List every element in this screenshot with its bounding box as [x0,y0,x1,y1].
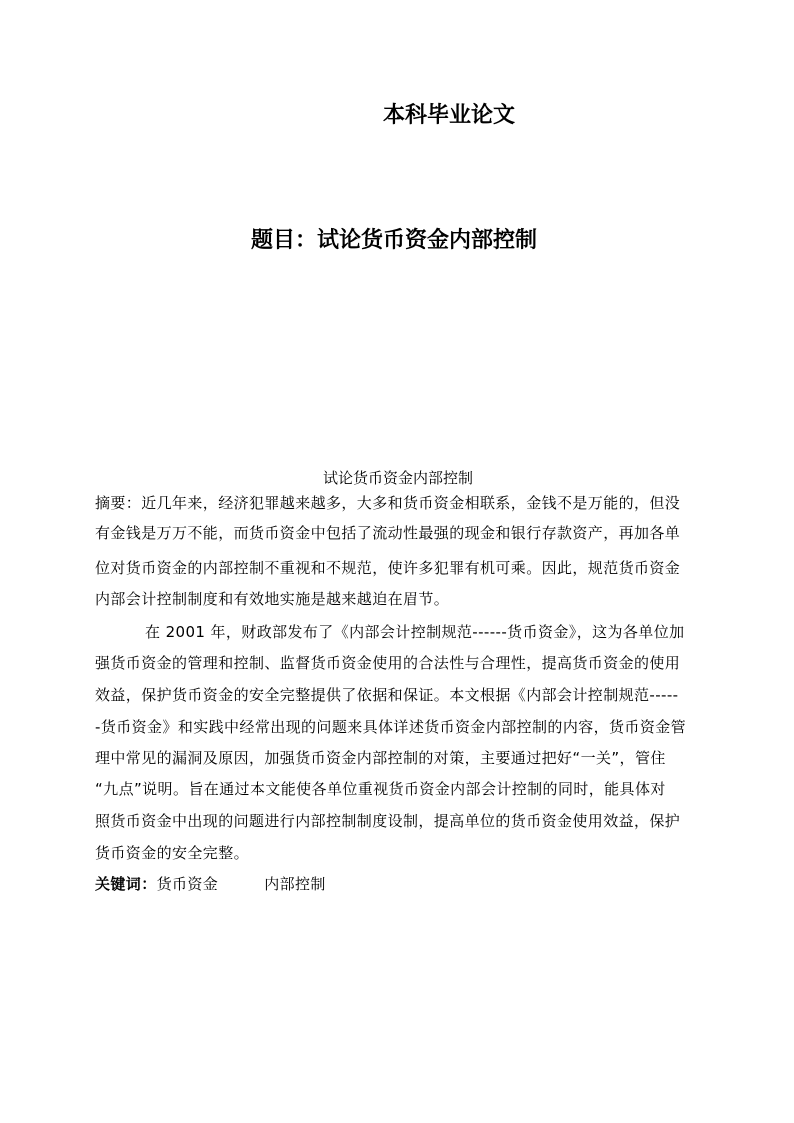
abstract-line: 效益，保护货币资金的安全完整提供了依据和保证。本文根据《内部会计控制规范----- [95,686,679,704]
abstract-line: 摘要：近几年来，经济犯罪越来越多，大多和货币资金相联系，金钱不是万能的，但没 [95,494,681,512]
keywords-line [95,874,326,894]
keyword: 内部控制 [264,875,326,893]
thesis-title: 题目：试论货币资金内部控制 [251,228,538,253]
abstract-line: 货币资金的安全完整。 [95,844,250,862]
abstract-line: 有金钱是万万不能，而货币资金中包括了流动性最强的现金和银行存款资产，再加各单 [95,524,681,542]
abstract-line: 照货币资金中出现的问题进行内部控制制度设制，提高单位的货币资金使用效益，保护 [95,812,681,830]
abstract-line: 理中常见的漏洞及原因，加强货币资金内部控制的对策，主要通过把好“一关”，管住 [95,749,666,767]
abstract-line: 位对货币资金的内部控制不重视和不规范，使许多犯罪有机可乘。因此，规范货币资金 [95,559,681,577]
abstract-line: -货币资金》和实践中经常出现的问题来具体详述货币资金内部控制的内容，货币资金管 [95,718,687,736]
abstract-line: 内部会计控制制度和有效地实施是越来越迫在眉节。 [95,590,450,608]
keyword: 货币资金 [156,875,219,893]
document-type-heading: 本科毕业论文 [383,103,516,128]
abstract-heading: 试论货币资金内部控制 [323,469,474,487]
abstract-line: 强货币资金的管理和控制、监督货币资金使用的合法性与合理性，提高货币资金的使用 [95,654,681,672]
abstract-line: 在 2001 年，财政部发布了《内部会计控制规范------货币资金》，这为各单位加 [145,623,685,641]
abstract-line: “九点”说明。旨在通过本文能使各单位重视货币资金内部会计控制的同时，能具体对 [95,780,666,798]
keywords-label: 关键词： [95,875,157,893]
